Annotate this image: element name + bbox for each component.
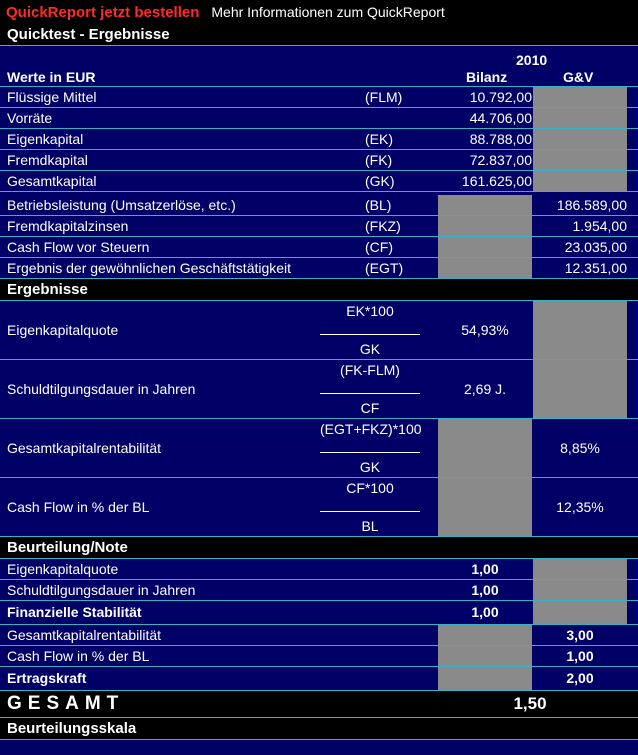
grade-label: Cash Flow in % der BL — [7, 648, 150, 664]
table-row — [0, 129, 638, 150]
result-row — [0, 301, 638, 360]
row-code: (FKZ) — [365, 218, 401, 234]
gesamt-row — [0, 691, 638, 718]
row-code: (FK) — [365, 152, 393, 168]
empty-cell — [438, 646, 532, 666]
row-code: (EGT) — [365, 260, 404, 276]
grade-label: Finanzielle Stabilität — [7, 604, 142, 620]
grade-value: 1,00 — [471, 561, 499, 577]
empty-cell — [533, 301, 627, 359]
formula-denominator: BL — [361, 518, 379, 534]
grade-row — [0, 601, 638, 625]
empty-cell — [533, 580, 627, 600]
row-label: Fremdkapital — [7, 152, 88, 168]
result-row — [0, 419, 638, 478]
grade-value: 2,00 — [566, 670, 594, 686]
grade-label: Gesamtkapitalrentabilität — [7, 627, 162, 643]
bilanz-value: 72.837,00 — [469, 152, 532, 168]
empty-cell — [533, 129, 627, 149]
table-row — [0, 171, 638, 192]
row-label: Ergebnis der gewöhnlichen Geschäftstätigkeit — [7, 260, 292, 276]
row-code: (FLM) — [365, 89, 403, 105]
section-beurteilung-title: Beurteilung/Note — [0, 537, 638, 559]
fraction-bar — [320, 511, 420, 512]
table-row — [0, 237, 638, 258]
bilanz-value: 44.706,00 — [469, 110, 532, 126]
empty-cell — [438, 258, 532, 278]
grade-value: 1,00 — [471, 604, 499, 620]
result-label: Cash Flow in % der BL — [7, 499, 150, 515]
row-code: (CF) — [365, 239, 393, 255]
grade-value: 1,00 — [566, 648, 594, 664]
empty-cell — [533, 601, 627, 624]
formula-numerator: CF*100 — [346, 480, 394, 496]
empty-cell — [438, 419, 532, 477]
year-label: 2010 — [516, 52, 548, 68]
result-label: Gesamtkapitalrentabilität — [7, 440, 162, 456]
guv-header: G&V — [563, 69, 594, 85]
empty-cell — [438, 237, 532, 257]
empty-cell — [438, 478, 532, 536]
formula-denominator: GK — [359, 459, 381, 475]
empty-cell — [438, 195, 532, 215]
row-label: Gesamtkapital — [7, 173, 97, 189]
row-label: Cash Flow vor Steuern — [7, 239, 150, 255]
guv-value: 1.954,00 — [572, 218, 627, 234]
guv-value: 186.589,00 — [556, 197, 627, 213]
grade-row — [0, 580, 638, 601]
formula-numerator: (EGT+FKZ)*100 — [320, 421, 422, 437]
fraction-bar — [320, 334, 420, 335]
table-row — [0, 195, 638, 216]
row-label: Flüssige Mittel — [7, 89, 97, 105]
table-row — [0, 258, 638, 279]
result-row — [0, 478, 638, 537]
grade-row — [0, 625, 638, 646]
result-row — [0, 360, 638, 419]
row-label: Fremdkapitalzinsen — [7, 218, 129, 234]
fraction-bar — [320, 452, 420, 453]
table-row — [0, 108, 638, 129]
result-label: Eigenkapitalquote — [7, 322, 119, 338]
table-row — [0, 150, 638, 171]
fraction-bar — [320, 393, 420, 394]
empty-cell — [533, 559, 627, 579]
formula-numerator: (FK-FLM) — [340, 362, 400, 378]
formula-denominator: GK — [359, 341, 381, 357]
empty-cell — [533, 108, 627, 128]
formula-numerator: EK*100 — [346, 303, 394, 319]
werte-label: Werte in EUR — [7, 69, 96, 85]
gesamt-label: GESAMT — [7, 693, 125, 714]
result-bilanz-value: 54,93% — [461, 322, 509, 338]
row-code: (EK) — [365, 131, 393, 147]
more-info-link[interactable]: Mehr Informationen zum QuickReport — [211, 4, 445, 20]
guv-value: 12.351,00 — [564, 260, 627, 276]
bilanz-value: 10.792,00 — [469, 89, 532, 105]
section-ergebnisse-title: Ergebnisse — [0, 279, 638, 301]
row-code: (BL) — [365, 197, 392, 213]
grade-value: 3,00 — [566, 627, 594, 643]
result-label: Schuldtilgungsdauer in Jahren — [7, 381, 196, 397]
row-code: (GK) — [365, 173, 395, 189]
empty-cell — [438, 216, 532, 236]
bilanz-header: Bilanz — [466, 69, 508, 85]
grade-label: Ertragskraft — [7, 670, 87, 686]
formula-denominator: CF — [360, 400, 380, 416]
table-row — [0, 216, 638, 237]
grade-label: Schuldtilgungsdauer in Jahren — [7, 582, 196, 598]
section-quicktest-title: Quicktest - Ergebnisse — [0, 24, 638, 46]
grade-row — [0, 646, 638, 667]
grade-label: Eigenkapitalquote — [7, 561, 119, 577]
empty-cell — [533, 360, 627, 418]
gesamt-value: 1,50 — [513, 694, 547, 713]
table-header — [0, 46, 638, 87]
grade-row — [0, 667, 638, 691]
guv-value: 23.035,00 — [564, 239, 627, 255]
bilanz-value: 161.625,00 — [461, 173, 532, 189]
top-bar — [0, 0, 638, 24]
grade-row — [0, 559, 638, 580]
empty-cell — [438, 667, 532, 690]
bilanz-value: 88.788,00 — [469, 131, 532, 147]
result-guv-value: 12,35% — [556, 499, 604, 515]
result-bilanz-value: 2,69 J. — [463, 381, 507, 397]
empty-cell — [533, 87, 627, 107]
table-row — [0, 87, 638, 108]
row-label: Betriebsleistung (Umsatzerlöse, etc.) — [7, 197, 236, 213]
row-label: Vorräte — [7, 110, 53, 126]
section-skala-title: Beurteilungsskala — [0, 718, 638, 740]
empty-cell — [438, 625, 532, 645]
row-label: Eigenkapital — [7, 131, 84, 147]
order-quickreport-link[interactable]: QuickReport jetzt bestellen — [6, 3, 200, 21]
empty-cell — [533, 150, 627, 170]
result-guv-value: 8,85% — [560, 440, 600, 456]
grade-value: 1,00 — [471, 582, 499, 598]
empty-cell — [533, 171, 627, 191]
